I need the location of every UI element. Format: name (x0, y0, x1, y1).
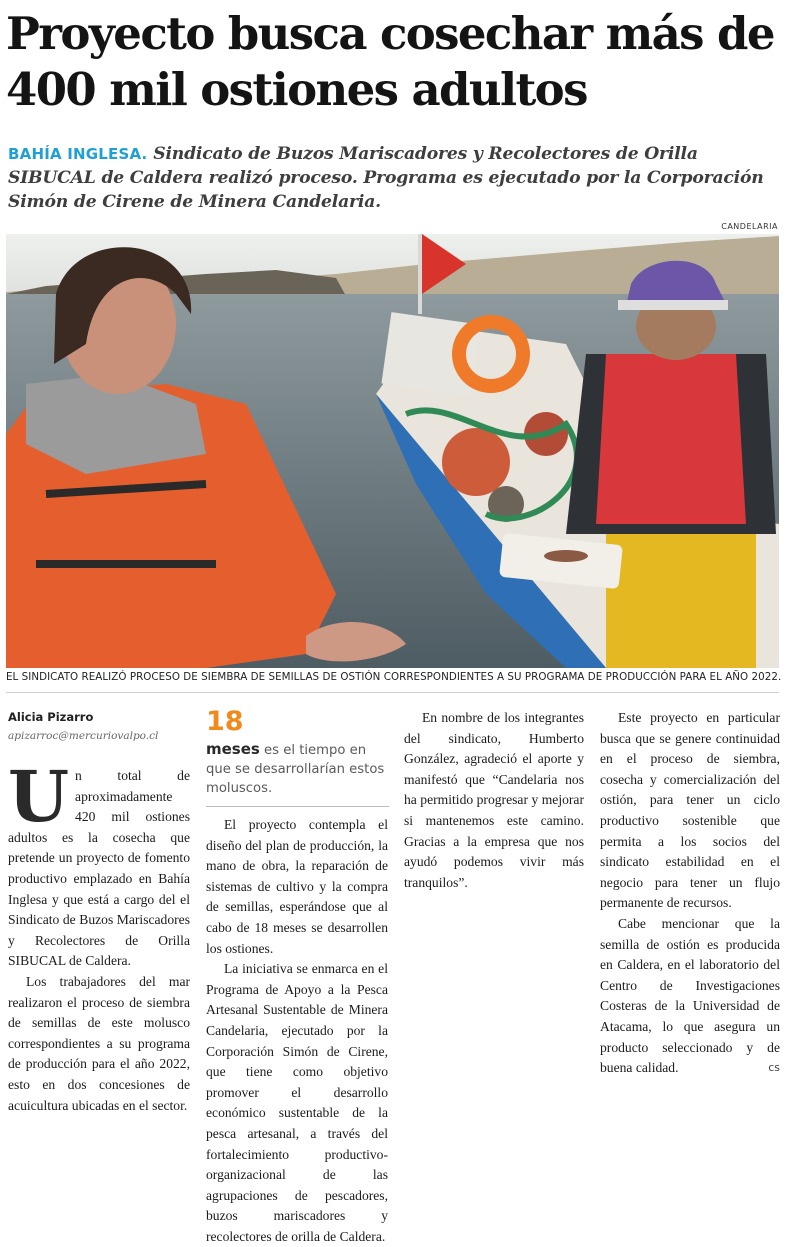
deck-text: Sindicato de Buzos Mariscadores y Recolectores de Orilla SIBUCAL de Caldera realizó proceso. Programa es ejecutado por la Corporación Simón de Cirene de Minera Candelaria. (8, 144, 764, 212)
article-photo (6, 234, 779, 668)
caption-divider (6, 692, 779, 693)
stat-highlight (206, 704, 389, 798)
end-mark: cs (768, 1061, 780, 1075)
dateline-place: BAHÍA INGLESA. (8, 145, 148, 163)
stat-number: 18 (206, 706, 244, 737)
photo-credit: CANDELARIA (721, 222, 778, 231)
body-column-2 (206, 815, 388, 1247)
stat-divider (206, 806, 389, 807)
paragraph-1-text: n total de aproximadamente 420 mil ostiones adultos es la cosecha que pretende un proyecto de fomento productivo emplazado en Bahía Inglesa y que está a cargo del el Sindicato de Buzos Mariscadores y Recolectores de Orilla SIBUCAL de Caldera. (8, 768, 190, 969)
paragraph-6: Este proyecto en particular busca que se genere continuidad en el proceso de siembra, cosecha y comercialización del ostión, para tener un ciclo productivo sostenible que permita a los socios del sindicato estabilidad en el negocio para tener un flujo permanente de recursos. (600, 710, 780, 911)
paragraph-7 (600, 914, 780, 1079)
headline: Proyecto busca cosechar más de 400 mil ostiones adultos (6, 7, 774, 116)
paragraph-1 (8, 755, 190, 972)
paragraph-2: Los trabajadores del mar realizaron el proceso de siembra de semillas de este molusco correspondientes a su programa de producción para el año 2022, esto en dos concesiones de acuicultura ubicadas en el sector. (8, 973, 190, 1113)
paragraph-4: La iniciativa se enmarca en el Programa de Apoyo a la Pesca Artesanal Sustentable de Minera Candelaria, ejecutado por la Corporación Simón de Cirene, que tiene como objetivo promover el desarrollo económico sustentable de la pesca artesanal, a través del fortalecimiento productivo-organizacional de las agrupaciones de pescadores, buzos mariscadores y recolectores de orilla de Caldera. (206, 961, 388, 1244)
body-column-4 (600, 708, 780, 1079)
paragraph-4-start (206, 959, 388, 1247)
byline-author: Alicia Pizarro (8, 710, 94, 724)
stat-text (206, 740, 389, 798)
stat-description: es el tiempo en que se desarrollarían estos moluscos. (206, 743, 385, 796)
body-column-1 (8, 755, 190, 1116)
body-column-3 (404, 708, 584, 893)
photo-caption: EL SINDICATO REALIZÓ PROCESO DE SIEMBRA DE SEMILLAS DE OSTIÓN CORRESPONDIENTES A SU PROGRAMA DE PRODUCCIÓN PARA EL AÑO 2022. (6, 671, 782, 683)
paragraph-3: El proyecto contempla el diseño del plan de producción, la mano de obra, la reparación de sistemas de cultivo y la compra de semillas, esperándose que al cabo de 18 meses se desarrollen los ostiones. (206, 817, 388, 956)
deck (8, 142, 778, 214)
stat-unit: meses (206, 740, 260, 758)
paragraph-7-text: Cabe mencionar que la semilla de ostión es producida en Caldera, en el laboratorio del Centro de Investigaciones Costeras de la Universidad de Atacama, lo que asegura un producto seleccionado y de buena calidad. (600, 915, 780, 1076)
byline-email[interactable]: apizarroc@mercuriovalpo.cl (8, 730, 159, 742)
paragraph-5: En nombre de los integrantes del sindicato, Humberto González, agradeció el aporte y manifestó que “Candelaria nos ha permitido progresar y mejorar si mantenemos este camino. Gracias a la empresa que nos ayudó podemos vivir más tranquilos”. (404, 710, 584, 890)
dropcap: U (8, 755, 70, 838)
